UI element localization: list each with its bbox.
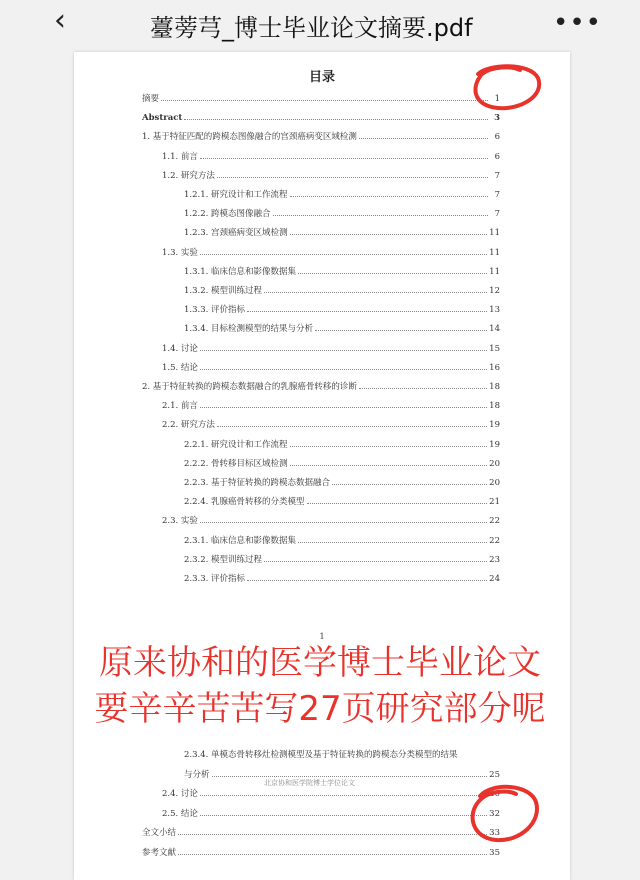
toc-entry-title: 2.3.3. 评价指标	[184, 574, 246, 584]
toc-entry[interactable]	[184, 532, 500, 546]
toc-entry-title: 1.3.3. 评价指标	[184, 305, 246, 316]
toc-entry-page: 1	[494, 94, 500, 104]
toc-entry-title: 1.5. 结论	[162, 362, 198, 373]
toc-leader-dots	[212, 776, 488, 777]
toc-entry[interactable]	[184, 224, 500, 238]
toc-heading: 目录	[308, 70, 335, 85]
toc-entry-title: 1.3.2. 模型训练过程	[184, 286, 263, 296]
toc-entry-page: 19	[489, 439, 500, 450]
toc-entry-page: 33	[489, 828, 500, 838]
toc-leader-dots	[315, 330, 487, 331]
toc-entry-title: 1. 基于特征匹配的跨模态图像融合的宫颈癌病变区域检测	[142, 132, 357, 143]
toc-leader-dots	[200, 795, 487, 796]
toc-leader-dots	[307, 503, 488, 504]
toc-entry[interactable]	[184, 186, 500, 200]
toc-leader-dots	[290, 446, 488, 447]
toc-leader-dots	[200, 522, 487, 523]
toc-entry-title: 1.3.1. 临床信息和影像数据集	[184, 266, 297, 277]
toc-leader-dots	[298, 542, 487, 543]
toc-entry-page: 20	[489, 458, 500, 469]
toc-entry[interactable]	[162, 340, 500, 354]
toc-entry-title: 1.2.1. 研究设计和工作流程	[184, 190, 288, 200]
toc-entry[interactable]	[142, 824, 500, 838]
toc-entry-page: 18	[489, 401, 500, 412]
toc-entry[interactable]	[162, 148, 500, 162]
toc-entry-title: 2.2.1. 研究设计和工作流程	[184, 439, 288, 450]
running-header: 北京协和医学院博士学位论文	[264, 779, 355, 787]
toc-entry-page: 22	[489, 516, 500, 527]
toc-entry-page: 12	[489, 286, 500, 296]
toc-entry-title: 全文小结	[142, 828, 177, 838]
toc-leader-dots	[298, 273, 487, 274]
toc-entry[interactable]	[184, 474, 500, 488]
back-chevron-icon[interactable]: ‹	[54, 3, 66, 38]
toc-entry-title: 2.4. 讨论	[162, 789, 198, 799]
toc-entry-page: 11	[489, 228, 500, 239]
toc-entry-page: 24	[489, 574, 500, 584]
toc-entry-page: 6	[494, 151, 500, 162]
toc-leader-dots	[178, 854, 487, 855]
toc-entry[interactable]	[162, 359, 500, 373]
toc-leader-dots	[217, 177, 488, 178]
toc-leader-dots	[247, 580, 487, 581]
toc-entry-page: 11	[489, 266, 500, 277]
toc-entry-page: 7	[494, 190, 500, 200]
toc-entry-title: 1.2.3. 宫颈癌病变区域检测	[184, 228, 288, 239]
toc-entry[interactable]	[184, 282, 500, 296]
toc-leader-dots	[359, 138, 488, 139]
toc-entry-title: 2.2.3. 基于特征转换的跨模态数据融合	[184, 478, 331, 488]
toc-entry-title: 2.2.4. 乳腺癌骨转移的分类模型	[184, 497, 305, 508]
toc-leader-dots	[359, 388, 487, 389]
toc-leader-dots	[184, 119, 488, 120]
toc-leader-dots	[217, 426, 487, 427]
toc-entry-title: 2.2.2. 骨转移目标区域检测	[184, 458, 288, 469]
toc-entry-title: 1.1. 前言	[162, 151, 198, 162]
toc-entry[interactable]	[184, 263, 500, 277]
toc-entry[interactable]	[162, 397, 500, 411]
toc-entry-title: 2.1. 前言	[162, 401, 198, 412]
toc-entry[interactable]	[184, 746, 500, 760]
toc-entry-page: 20	[489, 478, 500, 488]
more-dots-icon[interactable]: •••	[553, 8, 603, 38]
toc-entry-title: 参考文献	[142, 847, 177, 858]
toc-entry-title: 1.2. 研究方法	[162, 170, 215, 181]
toc-entry[interactable]	[162, 167, 500, 181]
toc-leader-dots	[200, 254, 487, 255]
toc-entry-page: 19	[489, 420, 500, 431]
toc-entry-page: 6	[494, 132, 500, 143]
toc-entry[interactable]	[184, 551, 500, 565]
toc-leader-dots	[264, 561, 487, 562]
pdf-page-viewer[interactable]	[74, 52, 570, 880]
toc-entry-page: 23	[489, 554, 500, 565]
toc-leader-dots	[161, 100, 488, 101]
toc-entry[interactable]	[184, 205, 500, 219]
toc-entry[interactable]	[184, 570, 500, 584]
toc-entry[interactable]	[184, 301, 500, 315]
toc-entry-page: 30	[489, 789, 500, 799]
toc-entry-title: 2.3.1. 临床信息和影像数据集	[184, 535, 297, 546]
toc-entry-title: 1.2.2. 跨模态图像融合	[184, 209, 271, 220]
toc-entry[interactable]	[184, 493, 500, 507]
toc-leader-dots	[332, 484, 487, 485]
toc-entry[interactable]	[142, 128, 500, 142]
toc-entry-page: 21	[489, 497, 500, 508]
toc-entry-page: 7	[494, 170, 500, 181]
toc-entry[interactable]	[162, 244, 500, 258]
toc-leader-dots	[290, 234, 488, 235]
toc-leader-dots	[290, 465, 488, 466]
toc-entry-page: 15	[489, 343, 500, 354]
toc-entry-page: 18	[489, 382, 500, 392]
app-toolbar	[0, 0, 640, 48]
toc-entry[interactable]	[162, 416, 500, 430]
toc-entry-title: 摘要	[142, 94, 160, 104]
toc-entry[interactable]	[184, 320, 500, 334]
toc-leader-dots	[200, 158, 488, 159]
page-number: 1	[319, 632, 325, 641]
overlay-caption-line2: 要辛辛苦苦写27页研究部分呢	[94, 689, 546, 729]
toc-leader-dots	[200, 407, 487, 408]
toc-entry-title: 2.2. 研究方法	[162, 420, 215, 431]
toc-entry-page: 3	[494, 113, 500, 124]
toc-entry[interactable]	[162, 785, 500, 799]
toc-leader-dots	[273, 215, 488, 216]
toc-entry[interactable]	[142, 90, 500, 104]
toc-entry[interactable]	[184, 766, 500, 780]
toc-leader-dots	[200, 815, 487, 816]
toc-entry[interactable]	[184, 455, 500, 469]
toc-entry-title: 1.4. 讨论	[162, 343, 198, 354]
toc-entry-page: 32	[489, 808, 500, 819]
toc-entry-title: Abstract	[142, 113, 183, 124]
overlay-caption-line1: 原来协和的医学博士毕业论文	[99, 643, 541, 683]
toc-entry-title: 与分析	[184, 769, 210, 780]
toc-entry-page: 14	[489, 324, 500, 335]
toc-leader-dots	[178, 834, 487, 835]
document-title: 薹蒡芎_博士毕业论文摘要.pdf	[150, 14, 473, 42]
toc-entry-page: 7	[494, 209, 500, 220]
toc-entry-page: 11	[489, 247, 500, 258]
toc-entry-title: 2.5. 结论	[162, 808, 198, 819]
toc-entry[interactable]	[142, 109, 500, 123]
toc-leader-dots	[247, 311, 487, 312]
toc-entry-page: 22	[489, 535, 500, 546]
toc-entry-page: 35	[489, 847, 500, 858]
toc-entry-title: 2.3.2. 模型训练过程	[184, 554, 263, 565]
toc-entry-page: 25	[489, 769, 500, 780]
toc-entry-page: 16	[489, 362, 500, 373]
toc-entry-page: 13	[489, 305, 500, 316]
toc-entry-title: 2.3.4. 单模态骨转移灶检测模型及基于特征转换的跨模态分类模型的结果	[184, 750, 458, 760]
overlay-caption	[0, 640, 640, 732]
toc-entry[interactable]	[142, 378, 500, 392]
toc-leader-dots	[200, 350, 487, 351]
toc-leader-dots	[290, 196, 488, 197]
toc-entry-title: 2.3. 实验	[162, 516, 198, 527]
toc-entry[interactable]	[162, 512, 500, 526]
toc-entry-title: 1.3.4. 目标检测模型的结果与分析	[184, 324, 314, 335]
toc-entry[interactable]	[142, 844, 500, 858]
toc-entry-title: 1.3. 实验	[162, 247, 198, 258]
toc-entry[interactable]	[162, 805, 500, 819]
toc-leader-dots	[200, 369, 487, 370]
toc-entry[interactable]	[184, 436, 500, 450]
toc-leader-dots	[264, 292, 487, 293]
toc-entry-title: 2. 基于特征转换的跨模态数据融合的乳腺癌骨转移的诊断	[142, 382, 357, 392]
